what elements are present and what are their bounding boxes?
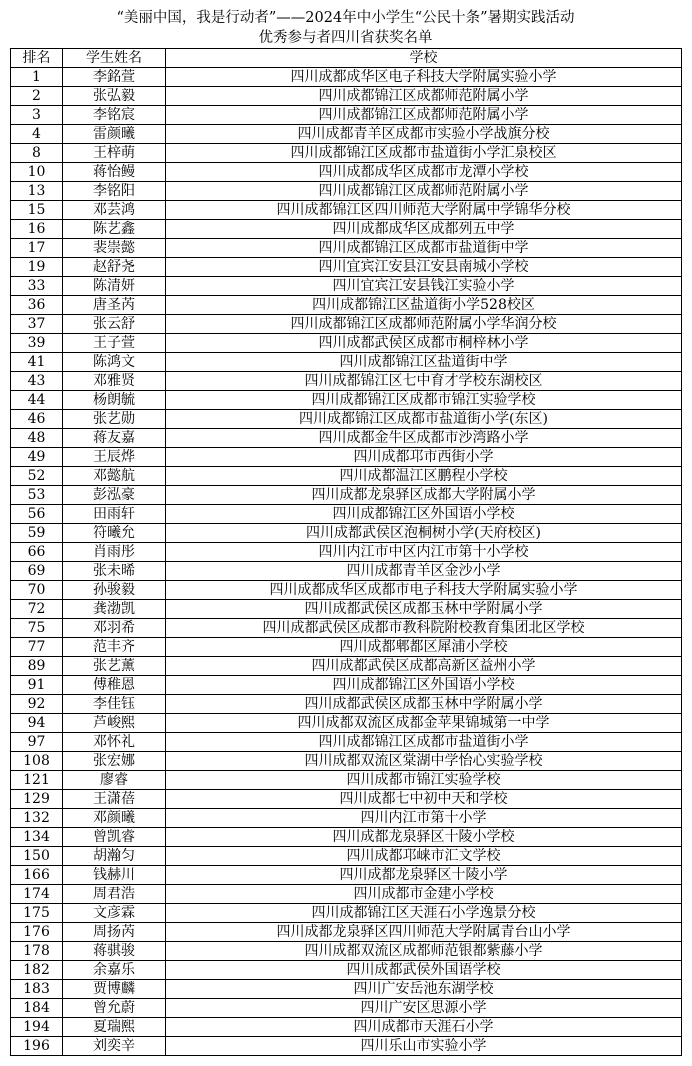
rank-cell: 4 bbox=[11, 125, 63, 144]
school-cell: 四川成都武侯区成都玉林中学附属小学 bbox=[166, 600, 682, 619]
name-cell: 王梓萌 bbox=[63, 144, 166, 163]
rank-cell: 72 bbox=[11, 600, 63, 619]
table-row bbox=[11, 771, 682, 790]
table-row bbox=[11, 999, 682, 1018]
rank-cell: 97 bbox=[11, 733, 63, 752]
table-row bbox=[11, 695, 682, 714]
name-cell: 文彦霖 bbox=[63, 904, 166, 923]
name-cell: 王辰烨 bbox=[63, 448, 166, 467]
rank-cell: 43 bbox=[11, 372, 63, 391]
name-cell: 裴崇懿 bbox=[63, 239, 166, 258]
school-cell: 四川成都青羊区金沙小学 bbox=[166, 562, 682, 581]
name-cell: 胡瀚匀 bbox=[63, 847, 166, 866]
name-cell: 张艺薰 bbox=[63, 657, 166, 676]
rank-cell: 37 bbox=[11, 315, 63, 334]
rank-cell: 89 bbox=[11, 657, 63, 676]
school-cell: 四川广安区思源小学 bbox=[166, 999, 682, 1018]
rank-cell: 178 bbox=[11, 942, 63, 961]
rank-cell: 49 bbox=[11, 448, 63, 467]
school-cell: 四川成都金牛区成都市沙湾路小学 bbox=[166, 429, 682, 448]
header-name: 学生姓名 bbox=[63, 49, 166, 68]
school-cell: 四川成都锦江区成都市盐道街小学(东区) bbox=[166, 410, 682, 429]
table-row bbox=[11, 163, 682, 182]
name-cell: 曾凯睿 bbox=[63, 828, 166, 847]
table-row bbox=[11, 562, 682, 581]
table-row bbox=[11, 600, 682, 619]
table-row bbox=[11, 752, 682, 771]
rank-cell: 59 bbox=[11, 524, 63, 543]
table-row bbox=[11, 714, 682, 733]
rank-cell: 121 bbox=[11, 771, 63, 790]
school-cell: 四川成都锦江区七中育才学校东湖校区 bbox=[166, 372, 682, 391]
name-cell: 夏瑞熙 bbox=[63, 1018, 166, 1037]
name-cell: 邓怀礼 bbox=[63, 733, 166, 752]
rank-cell: 1 bbox=[11, 68, 63, 87]
rank-cell: 91 bbox=[11, 676, 63, 695]
school-cell: 四川成都武侯区泡桐树小学(天府校区) bbox=[166, 524, 682, 543]
rank-cell: 17 bbox=[11, 239, 63, 258]
name-cell: 张弘毅 bbox=[63, 87, 166, 106]
table-body bbox=[11, 68, 682, 1056]
rank-cell: 174 bbox=[11, 885, 63, 904]
name-cell: 李铭阳 bbox=[63, 182, 166, 201]
rank-cell: 166 bbox=[11, 866, 63, 885]
school-cell: 四川成都锦江区成都师范附属小学 bbox=[166, 182, 682, 201]
award-table bbox=[10, 48, 682, 1056]
name-cell: 邓雅贤 bbox=[63, 372, 166, 391]
award-list-sheet bbox=[10, 8, 681, 1056]
rank-cell: 3 bbox=[11, 106, 63, 125]
name-cell: 廖睿 bbox=[63, 771, 166, 790]
school-cell: 四川内江市第十小学 bbox=[166, 809, 682, 828]
table-row bbox=[11, 733, 682, 752]
name-cell: 周扬芮 bbox=[63, 923, 166, 942]
table-row bbox=[11, 486, 682, 505]
name-cell: 肖雨彤 bbox=[63, 543, 166, 562]
rank-cell: 183 bbox=[11, 980, 63, 999]
table-row bbox=[11, 353, 682, 372]
name-cell: 邓芸鸿 bbox=[63, 201, 166, 220]
table-row bbox=[11, 961, 682, 980]
name-cell: 蒋友嘉 bbox=[63, 429, 166, 448]
table-row bbox=[11, 866, 682, 885]
rank-cell: 15 bbox=[11, 201, 63, 220]
school-cell: 四川成都锦江区成都市盐道街小学汇泉校区 bbox=[166, 144, 682, 163]
rank-cell: 33 bbox=[11, 277, 63, 296]
name-cell: 杨朗毓 bbox=[63, 391, 166, 410]
table-row bbox=[11, 467, 682, 486]
school-cell: 四川成都武侯区成都市教科院附校教育集团北区学校 bbox=[166, 619, 682, 638]
rank-cell: 66 bbox=[11, 543, 63, 562]
rank-cell: 108 bbox=[11, 752, 63, 771]
rank-cell: 150 bbox=[11, 847, 63, 866]
table-row bbox=[11, 1018, 682, 1037]
table-row bbox=[11, 923, 682, 942]
rank-cell: 8 bbox=[11, 144, 63, 163]
school-cell: 四川成都成华区成都市龙潭小学校 bbox=[166, 163, 682, 182]
table-row bbox=[11, 315, 682, 334]
table-row bbox=[11, 619, 682, 638]
rank-cell: 129 bbox=[11, 790, 63, 809]
rank-cell: 182 bbox=[11, 961, 63, 980]
school-cell: 四川成都锦江区成都师范附属小学华润分校 bbox=[166, 315, 682, 334]
school-cell: 四川成都市锦江实验学校 bbox=[166, 771, 682, 790]
table-row bbox=[11, 524, 682, 543]
name-cell: 赵舒尧 bbox=[63, 258, 166, 277]
school-cell: 四川成都武侯外国语学校 bbox=[166, 961, 682, 980]
rank-cell: 69 bbox=[11, 562, 63, 581]
table-row bbox=[11, 106, 682, 125]
school-cell: 四川成都双流区棠湖中学怡心实验学校 bbox=[166, 752, 682, 771]
table-row bbox=[11, 543, 682, 562]
school-cell: 四川成都成华区成都列五中学 bbox=[166, 220, 682, 239]
table-row bbox=[11, 182, 682, 201]
school-cell: 四川成都锦江区盐道街中学 bbox=[166, 353, 682, 372]
rank-cell: 75 bbox=[11, 619, 63, 638]
name-cell: 符曦允 bbox=[63, 524, 166, 543]
header-row bbox=[11, 49, 682, 68]
table-row bbox=[11, 87, 682, 106]
school-cell: 四川成都邛市西街小学 bbox=[166, 448, 682, 467]
table-row bbox=[11, 942, 682, 961]
table-row bbox=[11, 391, 682, 410]
school-cell: 四川成都成华区成都市电子科技大学附属实验小学 bbox=[166, 581, 682, 600]
name-cell: 钱赫川 bbox=[63, 866, 166, 885]
name-cell: 张未晞 bbox=[63, 562, 166, 581]
rank-cell: 53 bbox=[11, 486, 63, 505]
rank-cell: 16 bbox=[11, 220, 63, 239]
rank-cell: 44 bbox=[11, 391, 63, 410]
school-cell: 四川成都七中初中天和学校 bbox=[166, 790, 682, 809]
school-cell: 四川宜宾江安县钱江实验小学 bbox=[166, 277, 682, 296]
name-cell: 李铭宸 bbox=[63, 106, 166, 125]
school-cell: 四川成都武侯区成都玉林中学附属小学 bbox=[166, 695, 682, 714]
table-row bbox=[11, 448, 682, 467]
rank-cell: 70 bbox=[11, 581, 63, 600]
name-cell: 陈艺鑫 bbox=[63, 220, 166, 239]
table-row bbox=[11, 1037, 682, 1056]
rank-cell: 175 bbox=[11, 904, 63, 923]
name-cell: 王子萱 bbox=[63, 334, 166, 353]
rank-cell: 92 bbox=[11, 695, 63, 714]
table-row bbox=[11, 676, 682, 695]
table-row bbox=[11, 809, 682, 828]
title-line-1: “美丽中国，我是行动者”——2024年中小学生“公民十条”暑期实践活动 bbox=[116, 10, 575, 26]
school-cell: 四川成都成华区电子科技大学附属实验小学 bbox=[166, 68, 682, 87]
school-cell: 四川成都龙泉驿区十陵小学 bbox=[166, 866, 682, 885]
name-cell: 余嘉乐 bbox=[63, 961, 166, 980]
name-cell: 傅稚恩 bbox=[63, 676, 166, 695]
school-cell: 四川成都锦江区成都市盐道街小学 bbox=[166, 733, 682, 752]
table-row bbox=[11, 505, 682, 524]
school-cell: 四川成都锦江区成都市锦江实验学校 bbox=[166, 391, 682, 410]
table-row bbox=[11, 581, 682, 600]
rank-cell: 176 bbox=[11, 923, 63, 942]
table-row bbox=[11, 201, 682, 220]
name-cell: 蒋怡鳗 bbox=[63, 163, 166, 182]
school-cell: 四川成都双流区成都金苹果锦城第一中学 bbox=[166, 714, 682, 733]
table-row bbox=[11, 885, 682, 904]
name-cell: 张云舒 bbox=[63, 315, 166, 334]
name-cell: 张宏娜 bbox=[63, 752, 166, 771]
school-cell: 四川成都龙泉驿区十陵小学校 bbox=[166, 828, 682, 847]
name-cell: 陈清妍 bbox=[63, 277, 166, 296]
title-line-2: 优秀参与者四川省获奖名单 bbox=[258, 30, 433, 46]
name-cell: 范丰齐 bbox=[63, 638, 166, 657]
school-cell: 四川成都锦江区外国语小学校 bbox=[166, 676, 682, 695]
school-cell: 四川广安岳池东湖学校 bbox=[166, 980, 682, 999]
school-cell: 四川成都青羊区成都市实验小学战旗分校 bbox=[166, 125, 682, 144]
school-cell: 四川成都市金建小学校 bbox=[166, 885, 682, 904]
table-row bbox=[11, 980, 682, 999]
table-row bbox=[11, 638, 682, 657]
name-cell: 周君浩 bbox=[63, 885, 166, 904]
rank-cell: 52 bbox=[11, 467, 63, 486]
name-cell: 唐圣芮 bbox=[63, 296, 166, 315]
rank-cell: 10 bbox=[11, 163, 63, 182]
name-cell: 邓羽希 bbox=[63, 619, 166, 638]
school-cell: 四川成都锦江区盐道街小学528校区 bbox=[166, 296, 682, 315]
rank-cell: 2 bbox=[11, 87, 63, 106]
header-rank: 排名 bbox=[11, 49, 63, 68]
header-school: 学校 bbox=[166, 49, 682, 68]
table-row bbox=[11, 372, 682, 391]
school-cell: 四川成都郫都区犀浦小学校 bbox=[166, 638, 682, 657]
school-cell: 四川成都双流区成都师范银都紫藤小学 bbox=[166, 942, 682, 961]
rank-cell: 48 bbox=[11, 429, 63, 448]
school-cell: 四川成都温江区鹏程小学校 bbox=[166, 467, 682, 486]
name-cell: 芦峻熙 bbox=[63, 714, 166, 733]
school-cell: 四川成都龙泉驿区四川师范大学附属青台山小学 bbox=[166, 923, 682, 942]
school-cell: 四川成都锦江区外国语小学校 bbox=[166, 505, 682, 524]
name-cell: 蒋骐骏 bbox=[63, 942, 166, 961]
school-cell: 四川成都锦江区成都师范附属小学 bbox=[166, 106, 682, 125]
name-cell: 雷颜曦 bbox=[63, 125, 166, 144]
school-cell: 四川成都武侯区成都市桐梓林小学 bbox=[166, 334, 682, 353]
name-cell: 张艺勋 bbox=[63, 410, 166, 429]
rank-cell: 196 bbox=[11, 1037, 63, 1056]
school-cell: 四川成都锦江区成都师范附属小学 bbox=[166, 87, 682, 106]
rank-cell: 46 bbox=[11, 410, 63, 429]
table-row bbox=[11, 657, 682, 676]
name-cell: 刘奕辛 bbox=[63, 1037, 166, 1056]
rank-cell: 132 bbox=[11, 809, 63, 828]
table-row bbox=[11, 790, 682, 809]
rank-cell: 13 bbox=[11, 182, 63, 201]
school-cell: 四川成都邛崃市汇文学校 bbox=[166, 847, 682, 866]
name-cell: 陈鸿文 bbox=[63, 353, 166, 372]
school-cell: 四川内江市中区内江市第十小学校 bbox=[166, 543, 682, 562]
rank-cell: 77 bbox=[11, 638, 63, 657]
rank-cell: 19 bbox=[11, 258, 63, 277]
rank-cell: 36 bbox=[11, 296, 63, 315]
name-cell: 王潇蓓 bbox=[63, 790, 166, 809]
table-row bbox=[11, 847, 682, 866]
name-cell: 田雨轩 bbox=[63, 505, 166, 524]
rank-cell: 41 bbox=[11, 353, 63, 372]
name-cell: 邓颜曦 bbox=[63, 809, 166, 828]
table-row bbox=[11, 429, 682, 448]
rank-cell: 134 bbox=[11, 828, 63, 847]
school-cell: 四川成都龙泉驿区成都大学附属小学 bbox=[166, 486, 682, 505]
rank-cell: 39 bbox=[11, 334, 63, 353]
school-cell: 四川成都锦江区天涯石小学逸景分校 bbox=[166, 904, 682, 923]
rank-cell: 56 bbox=[11, 505, 63, 524]
school-cell: 四川成都武侯区成都高新区益州小学 bbox=[166, 657, 682, 676]
name-cell: 贾博麟 bbox=[63, 980, 166, 999]
school-cell: 四川成都锦江区四川师范大学附属中学锦华分校 bbox=[166, 201, 682, 220]
table-row bbox=[11, 68, 682, 87]
table-row bbox=[11, 239, 682, 258]
table-row bbox=[11, 220, 682, 239]
school-cell: 四川乐山市实验小学 bbox=[166, 1037, 682, 1056]
name-cell: 龚渤凯 bbox=[63, 600, 166, 619]
school-cell: 四川成都锦江区成都市盐道街中学 bbox=[166, 239, 682, 258]
rank-cell: 194 bbox=[11, 1018, 63, 1037]
school-cell: 四川宜宾江安县江安县南城小学校 bbox=[166, 258, 682, 277]
table-row bbox=[11, 258, 682, 277]
table-row bbox=[11, 904, 682, 923]
table-row bbox=[11, 125, 682, 144]
name-cell: 曾允蔚 bbox=[63, 999, 166, 1018]
table-row bbox=[11, 277, 682, 296]
table-row bbox=[11, 410, 682, 429]
table-row bbox=[11, 828, 682, 847]
name-cell: 彭泓豪 bbox=[63, 486, 166, 505]
name-cell: 李銘萱 bbox=[63, 68, 166, 87]
school-cell: 四川成都市天涯石小学 bbox=[166, 1018, 682, 1037]
rank-cell: 94 bbox=[11, 714, 63, 733]
name-cell: 孙骏毅 bbox=[63, 581, 166, 600]
table-row bbox=[11, 144, 682, 163]
table-row bbox=[11, 296, 682, 315]
name-cell: 邓懿航 bbox=[63, 467, 166, 486]
rank-cell: 184 bbox=[11, 999, 63, 1018]
name-cell: 李佳钰 bbox=[63, 695, 166, 714]
table-row bbox=[11, 334, 682, 353]
